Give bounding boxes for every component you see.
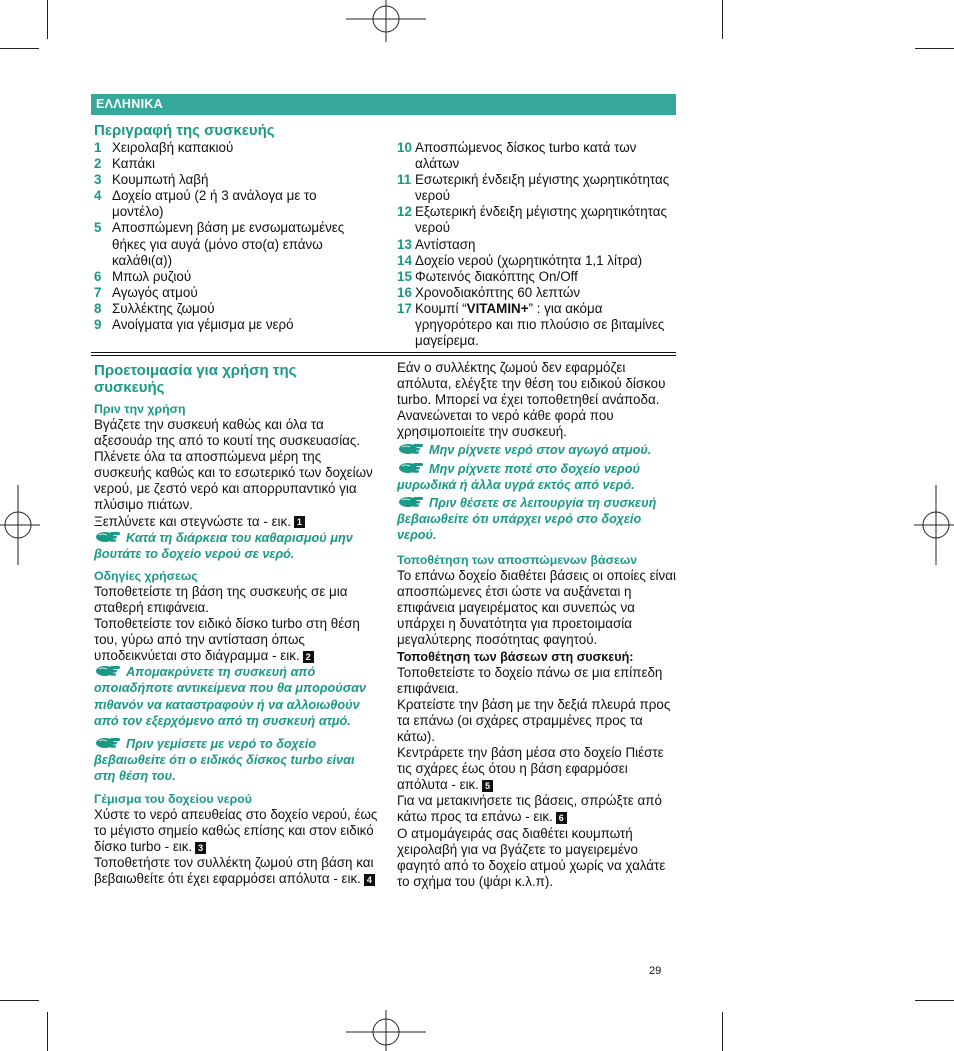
warning-note (94, 664, 378, 728)
list-item (397, 301, 679, 349)
figure-ref: 6 (556, 812, 567, 824)
warning-text: Μην ρίχνετε νερό στον αγωγό ατμού. (429, 443, 652, 458)
before-use-heading: Πριν την χρήση (94, 402, 186, 416)
item-number: 14 (397, 252, 412, 268)
item-text: Χρονοδιακόπτης 60 λεπτών (415, 284, 581, 300)
item-text: Αντίσταση (415, 236, 476, 252)
language-label: ΕΛΛΗΝΙΚΑ (96, 97, 163, 111)
list-item (397, 253, 679, 269)
crop-mark (47, 0, 48, 39)
item-text: Δοχείο νερού (χωρητικότητα 1,1 λίτρα) (415, 252, 643, 268)
warning-text: Μην ρίχνετε ποτέ στο δοχείο νερού μυρωδικά ή άλλα υγρά εκτός από νερό. (397, 461, 640, 492)
list-item (397, 269, 679, 285)
collector-label: Τοποθετήστε τον συλλέκτη ζωμού στη βάση και βεβαιωθείτε ότι έχει εφαρμόσει απόλυτα - εικ. (94, 855, 374, 887)
item-text: Ανοίγματα για γέμισμα με νερό (112, 317, 294, 333)
bases-label: Για να μετακινήσετε τις βάσεις, σπρώξτε από κάτω προς τα επάνω - εικ. (397, 793, 662, 825)
instructions-text (94, 616, 378, 664)
instructions-label: Τοποθετείστε τον ειδικό δίσκο turbo στη θέση του, γύρω από την αντίσταση όπως υποδεικνύεται στο διάγραμμα - εικ. (94, 616, 360, 664)
item-text: Χειρολαβή καπακιού (112, 140, 234, 155)
registration-mark-top (346, 0, 426, 42)
description-left-column (94, 122, 369, 333)
list-item (94, 140, 369, 156)
item-text: Καπάκι (112, 156, 155, 172)
list-item (94, 317, 369, 333)
instructions-text: Τοποθετείστε τη βάση της συσκευής σε μια σταθερή επιφάνεια. (94, 583, 348, 615)
item-text: Φωτεινός διακόπτης On/Off (415, 268, 578, 284)
bases-text: Κρατείστε την βάση με την δεξιά πλευρά προς τα επάνω (οι σχάρες στραμμένες προς τα κάτω). (397, 696, 671, 744)
item-number: 11 (397, 172, 412, 188)
warning-text: Απομακρύνετε τη συσκευή από οποιαδήποτε αντικείμενα που θα μπορούσαν πιθανόν να καταστραφούν ή να αλλοιωθούν από τον εξερχόμενο από τη συσκευή ατμό. (94, 665, 367, 728)
bases-text: Τοποθετείστε το δοχείο πάνω σε μια επίπεδη επιφάνεια. (397, 664, 663, 696)
warning-note (397, 495, 679, 543)
item-number: 5 (94, 220, 102, 236)
item-number: 9 (94, 317, 102, 333)
item-text: Εσωτερική ένδειξη μέγιστης χωρητικότητας νερού (415, 172, 670, 204)
section-divider (91, 352, 676, 353)
registration-mark-right (914, 485, 954, 565)
figure-ref: 4 (364, 874, 375, 886)
crop-mark (0, 1000, 39, 1001)
hand-warning-icon (94, 665, 122, 677)
hand-warning-icon (94, 737, 122, 749)
item-text: Κουμπωτή λαβή (112, 172, 209, 188)
figure-ref: 5 (482, 780, 493, 792)
instructions-heading: Οδηγίες χρήσεως (94, 568, 198, 583)
registration-mark-left (0, 485, 40, 565)
crop-mark (47, 1012, 48, 1051)
list-item (94, 269, 369, 285)
list-item (94, 285, 369, 301)
list-item (94, 301, 369, 317)
item-text: Συλλέκτης ζωμού (112, 300, 215, 316)
collector-text (94, 855, 378, 887)
item-number: 6 (94, 268, 102, 284)
item-number: 7 (94, 284, 102, 300)
description-right-column (397, 140, 679, 349)
right-text: Ανανεώνεται το νερό κάθε φορά που χρησιμοποιείτε την συσκευή. (397, 408, 614, 440)
warning-text: Πριν γεμίσετε με νερό το δοχείο βεβαιωθείτε ότι ο ειδικός δίσκος turbo είναι στη θέση του. (94, 736, 355, 783)
fill-text (94, 807, 378, 855)
warning-note (94, 530, 378, 562)
rinse-text (94, 514, 378, 530)
list-item (397, 140, 679, 172)
item-number: 16 (397, 284, 412, 300)
warning-note (397, 461, 679, 493)
list-item (397, 285, 679, 301)
crop-mark (0, 48, 39, 49)
item-text: Αποσπώμενος δίσκος turbo κατά των αλάτων (415, 140, 637, 172)
bases-text (397, 745, 679, 793)
list-item (397, 204, 679, 236)
item-text: Αποσπώμενη βάση με ενσωματωμένες θήκες για αυγά (μόνο στο(α) επάνω καλάθι(α)) (112, 220, 345, 268)
fill-label: Χύστε το νερό απευθείας στο δοχείο νερού, έως το μέγιστο σημείο καθώς επίσης και στον ειδικό δίσκο turbo - εικ. (94, 806, 378, 855)
bases-label: Κεντράρετε την βάση μέσα στο δοχείο Πιέστε τις σχάρες έως ότου η βάση εφαρμόσει απόλυτα - εικ. (397, 745, 664, 793)
bases-subheading: Τοποθέτηση των βάσεων στη συσκευή: (397, 649, 634, 664)
item-number: 8 (94, 300, 102, 316)
language-banner (91, 94, 676, 115)
list-item (94, 188, 369, 220)
before-use-text: Βγάζετε την συσκευή καθώς και όλα τα αξεσουάρ της από το κουτί της συσκευασίας. Πλένετε όλα τα αποσπώμενα μέρη της συσκευής καθώς και το εσωτερικό των δοχείων νερού, με ζεστό νερό και απορρυπαντικό για πλύσιμο πιάτων. (94, 417, 373, 513)
bases-text: Ο ατμομάγειράς σας διαθέτει κουμπωτή χειρολαβή για να βγάζετε το μαγειρεμένο φαγητό από το δοχείο ατμού χωρίς να χαλάτε το σχήμα του (ψάρι κ.λ.π). (397, 825, 666, 889)
figure-ref: 2 (303, 651, 314, 663)
item-number: 15 (397, 268, 412, 284)
hand-warning-icon (397, 462, 425, 474)
hand-warning-icon (94, 531, 122, 543)
item-number: 17 (397, 300, 412, 316)
page-number: 29 (649, 965, 662, 977)
item-number: 10 (397, 140, 412, 155)
right-text: Εάν ο συλλέκτης ζωμού δεν εφαρμόζει απόλυτα, ελέγξτε την θέση του ειδικού δίσκου turbo. Μπορεί να έχει τοποθετηθεί ανάποδα. (397, 360, 666, 408)
filling-heading: Γέμισμα του δοχείου νερού (94, 791, 252, 806)
list-item (397, 237, 679, 253)
bases-text (397, 793, 679, 825)
item-text: Αγωγός ατμού (112, 284, 198, 300)
preparation-right-column (397, 360, 679, 890)
figure-ref: 3 (195, 842, 206, 854)
crop-mark (915, 1000, 954, 1001)
preparation-title: Προετοιμασία για χρήση της συσκευής (94, 362, 297, 396)
item-number: 4 (94, 188, 102, 204)
bases-text: Το επάνω δοχείο διαθέτει βάσεις οι οποίες είναι αποσπώμενες έτσι ώστε να αυξάνεται η επιφάνεια μαγειρέματος και συνεπώς να υπάρχει η δυνατότητα για προετοιμασία μεγαλύτερης ποσότητας φαγητού. (397, 568, 676, 648)
parts-list-right (397, 140, 679, 349)
crop-mark (722, 0, 723, 39)
list-item (94, 156, 369, 172)
hand-warning-icon (397, 443, 425, 455)
item-text: Μπωλ ρυζιού (112, 268, 192, 284)
preparation-left-column (94, 362, 378, 887)
warning-note (397, 442, 679, 458)
section-divider (91, 355, 676, 356)
warning-note (94, 736, 378, 784)
list-item (94, 172, 369, 188)
rinse-label: Ξεπλύνετε και στεγνώστε τα - εικ. (94, 513, 291, 529)
hand-warning-icon (397, 496, 425, 508)
crop-mark (722, 1012, 723, 1051)
warning-text: Κατά τη διάρκεια του καθαρισμού μην βουτάτε το δοχείο νερού σε νερό. (94, 530, 353, 561)
item-text: Εξωτερική ένδειξη μέγιστης χωρητικότητας νερού (415, 204, 667, 236)
description-title: Περιγραφή της συσκευής (94, 122, 275, 139)
item-text: Δοχείο ατμού (2 ή 3 ανάλογα με το μοντέλο) (112, 188, 317, 220)
item-number: 13 (397, 236, 412, 252)
crop-mark (915, 48, 954, 49)
list-item (397, 172, 679, 204)
bases-heading: Τοποθέτηση των αποσπώμενων βάσεων (397, 553, 638, 568)
figure-ref: 1 (294, 516, 305, 528)
item-text: Κουμπί “VITAMIN+” : για ακόμα γρηγορότερο και πιο πλούσιο σε βιταμίνες μαγείρεμα. (415, 300, 665, 349)
item-number: 2 (94, 156, 102, 172)
item-number: 3 (94, 172, 102, 188)
warning-text: Πριν θέσετε σε λειτουργία τη συσκευή βεβαιωθείτε ότι υπάρχει νερό στο δοχείο νερού. (397, 495, 657, 542)
list-item (94, 220, 369, 268)
item-number: 1 (94, 140, 102, 155)
registration-mark-bottom (346, 1010, 426, 1051)
item-number: 12 (397, 204, 412, 220)
parts-list-left (94, 140, 369, 333)
